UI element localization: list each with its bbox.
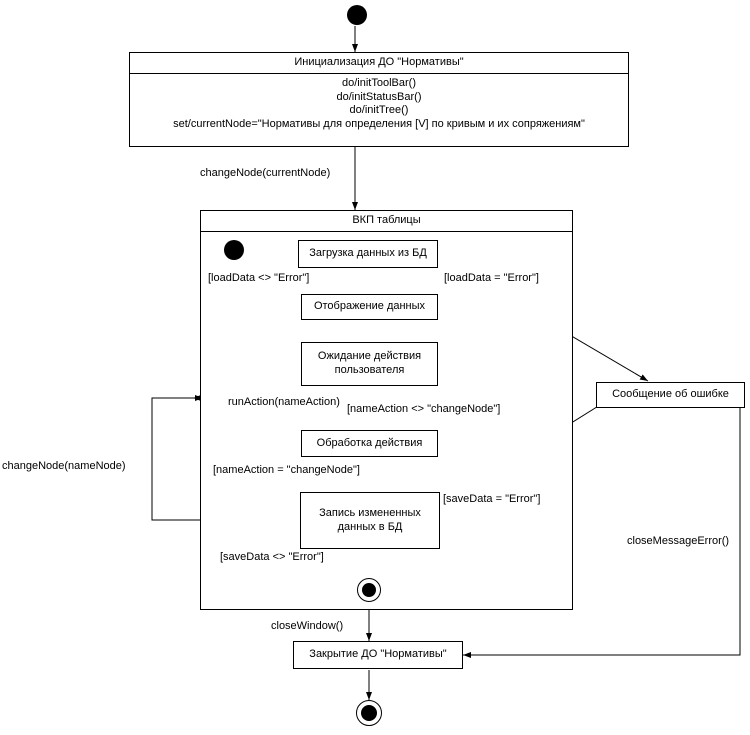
composite-initial-node [224,240,244,260]
state-process-action-label: Обработка действия [316,436,423,449]
state-load-data[interactable] [298,240,438,268]
state-process-action[interactable] [301,430,438,457]
label-save-error: [saveData = "Error"] [443,493,541,505]
state-close-window-label: Закрытие ДО "Нормативы" [309,648,447,661]
action-line-4: set/currentNode="Нормативы для определения [V] по кривым и их сопряжениям" [173,118,585,130]
composite-final-node-inner [362,583,376,597]
state-initialization[interactable] [129,52,629,147]
action-line-1: do/initToolBar() [342,76,416,89]
state-load-data-label: Загрузка данных из БД [309,247,427,260]
composite-state-title: ВКП таблицы [201,211,572,232]
action-line-3: do/initTree() [349,104,409,117]
state-save-data-label: Запись измененных данных в БД [319,506,421,533]
label-load-ok: [loadData <> "Error"] [208,272,310,284]
label-name-action-change: [nameAction = "changeNode"] [213,464,360,476]
state-show-data-label: Отображение данных [313,300,426,313]
state-error-message[interactable] [596,382,745,408]
final-node-inner [361,705,377,721]
state-close-window[interactable] [293,641,463,669]
state-wait-user-label: Ожидание действия пользователя [317,350,422,376]
state-error-message-label: Сообщение об ошибке [612,388,729,401]
label-load-error: [loadData = "Error"] [444,272,539,284]
initial-node [347,5,367,25]
label-close-message-error: closeMessageError() [627,535,730,547]
state-save-data[interactable] [300,492,440,549]
action-line-2: do/initStatusBar() [336,90,422,103]
state-initialization-title: Инициализация ДО "Нормативы" [130,53,628,74]
label-change-node-current: changeNode(currentNode) [200,167,331,179]
state-show-data[interactable] [301,294,438,320]
state-initialization-actions [130,74,628,136]
label-run-action: runAction(nameAction) [228,396,340,408]
state-wait-user[interactable] [301,342,438,386]
label-change-node-name: changeNode(nameNode) [2,460,126,472]
label-name-action-not-change: [nameAction <> "changeNode"] [347,403,501,415]
label-close-window: closeWindow() [271,620,344,632]
label-save-ok: [saveData <> "Error"] [220,551,324,563]
